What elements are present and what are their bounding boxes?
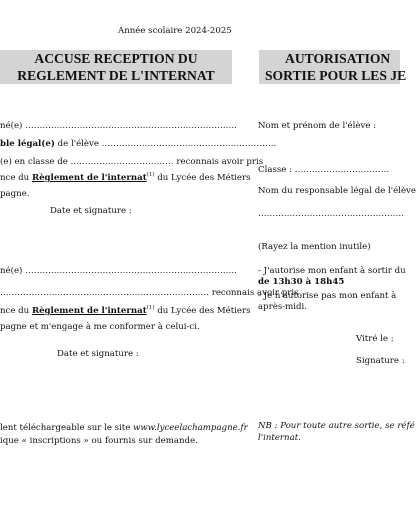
right-header bbox=[259, 50, 407, 84]
right-class: Classe : …………………………… bbox=[258, 165, 390, 175]
guardian-label: ble légal(e) bbox=[0, 139, 55, 149]
right-option2: - Je n'autorise pas mon enfant à bbox=[258, 291, 397, 301]
left-b2-rule-line bbox=[0, 306, 251, 317]
right-strike-instruction: (Rayez la mention inutile) bbox=[258, 242, 371, 252]
right-option2-end: après-midi. bbox=[258, 302, 308, 312]
school-year: Année scolaire 2024-2025 bbox=[118, 26, 232, 36]
left-b2-recognize-line: ………………………………………………………………. reconnais avoir pris bbox=[0, 288, 299, 298]
left-footer-line2: ique « inscriptions » ou fournis sur demande. bbox=[0, 436, 198, 446]
right-vitre-date: Vitré le : bbox=[356, 334, 394, 344]
right-nb-line2: l'internat. bbox=[258, 433, 301, 443]
left-b1-rule-line bbox=[0, 173, 251, 184]
left-b1-guardian-line bbox=[0, 139, 276, 150]
guardian-text: de l'élève ……………………………………………………. bbox=[54, 139, 277, 149]
left-footer-line1 bbox=[0, 423, 248, 434]
right-nb-line1: NB : Pour toute autre sortie, se réfé bbox=[258, 421, 415, 431]
left-header bbox=[0, 50, 232, 84]
right-header-line1: AUTORISATION bbox=[285, 51, 391, 66]
footer-text: lent téléchargeable sur le site bbox=[0, 423, 134, 433]
left-b1-end-line: pagne. bbox=[0, 189, 30, 199]
left-b1-name-line: né(e) ……………………………………………………………….. bbox=[0, 121, 237, 131]
right-signature: Signature : bbox=[356, 356, 405, 366]
rule-suffix: du Lycée des Métiers bbox=[154, 306, 251, 316]
footnote-marker: (1) bbox=[146, 305, 155, 312]
footnote-marker: (1) bbox=[146, 172, 155, 179]
left-b1-class-line: (e) en classe de ……………………………… reconnais avoir pris bbox=[0, 157, 264, 167]
right-header-line2: SORTIE POUR LES JE bbox=[265, 68, 407, 83]
left-header-line2: REGLEMENT DE L'INTERNAT bbox=[17, 68, 215, 83]
rule-title: Règlement de l'internat bbox=[31, 173, 147, 183]
left-b2-name-line: né(e) ……………………………………………………………….. bbox=[0, 266, 237, 276]
left-header-line1: ACCUSE RECEPTION DU bbox=[34, 51, 198, 66]
right-option1: - J'autorise mon enfant à sortir du bbox=[258, 266, 406, 276]
left-b2-date-signature: Date et signature : bbox=[57, 349, 139, 359]
rule-prefix: nce du bbox=[0, 306, 32, 316]
left-b2-commit-line: pagne et m'engage à me conformer à celui-ci. bbox=[0, 322, 200, 332]
right-student-name: Nom et prénom de l'élève : bbox=[258, 121, 377, 131]
rule-title: Règlement de l'internat bbox=[31, 306, 147, 316]
rule-prefix: nce du bbox=[0, 173, 32, 183]
rule-suffix: du Lycée des Métiers bbox=[154, 173, 251, 183]
right-dotted-line: …………………………………………… bbox=[258, 209, 405, 219]
right-guardian-name: Nom du responsable légal de l'élève bbox=[258, 186, 416, 196]
right-option1-time: de 13h30 à 18h45 bbox=[258, 277, 345, 287]
school-website: www.lyceelachampagne.fr bbox=[133, 423, 248, 433]
left-b1-date-signature: Date et signature : bbox=[50, 206, 132, 216]
